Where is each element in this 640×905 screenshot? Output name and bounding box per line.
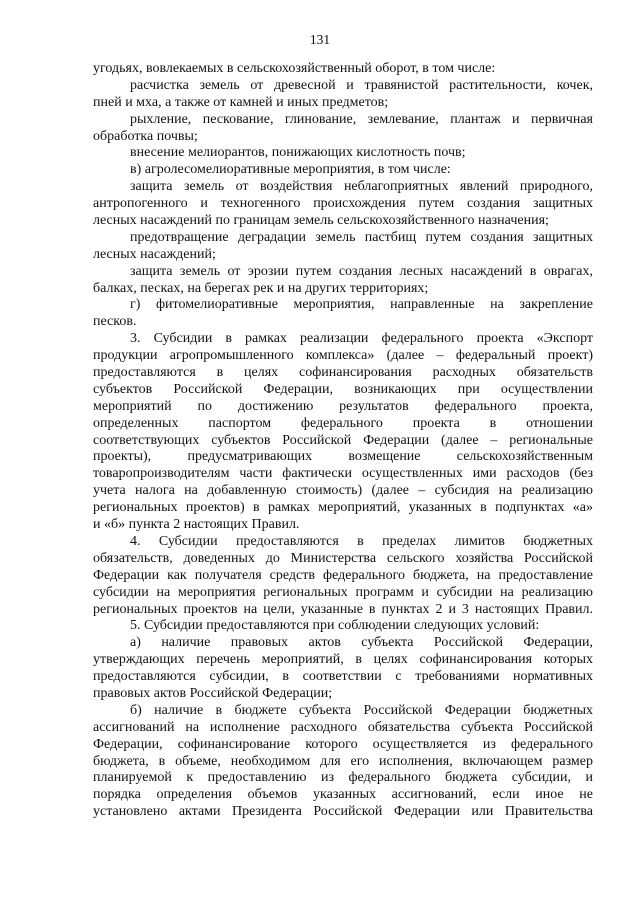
text-line: г) фитомелиоративные мероприятия, направленные на закрепление [130, 297, 593, 313]
text-line: расчистка земель от древесной и травянистой растительности, кочек, [130, 77, 593, 93]
text-line: а) наличие правовых актов субъекта Российской Федерации, [130, 635, 593, 651]
text-line: обязательств, доведенных до Министерства сельского хозяйства Российской [93, 550, 593, 566]
text-line: предоставляются субсидии, в соответствии с требованиями нормативных [93, 669, 593, 685]
text-line: мероприятий по достижению результатов федерального проекта, [93, 398, 593, 414]
text-line: 3. Субсидии в рамках реализации федерального проекта «Экспорт [130, 331, 593, 347]
text-line: песков. [93, 314, 137, 330]
text-line: ассигнований на исполнение расходного обязательства субъекта Российской [93, 719, 593, 735]
text-line: Федерации, софинансирование которого осуществляется из федерального [93, 736, 593, 752]
text-line: и «б» пункта 2 настоящих Правил. [93, 517, 300, 533]
text-line: в) агролесомелиоративные мероприятия, в том числе: [130, 162, 451, 178]
text-line: 4. Субсидии предоставляются в пределах лимитов бюджетных [130, 533, 593, 549]
text-line: обработка почвы; [93, 128, 198, 144]
text-line: балках, песках, на берегах рек и на других территориях; [93, 280, 429, 296]
text-line: порядка определения объемов указанных ассигнований, если иное не [93, 787, 593, 803]
text-line: б) наличие в бюджете субъекта Российской Федерации бюджетных [130, 702, 593, 718]
text-line: внесение мелиорантов, понижающих кислотность почв; [130, 145, 466, 161]
text-line: угодьях, вовлекаемых в сельскохозяйственный оборот, в том числе: [93, 61, 496, 76]
text-line: правовых актов Российской Федерации; [93, 685, 333, 701]
text-line: продукции агропромышленного комплекса» (далее – федеральный проект) [93, 348, 593, 364]
text-line: региональных проектов) в рамках мероприятий, указанных в подпунктах «а» [93, 500, 593, 516]
text-line: установлено актами Президента Российской Федерации или Правительства [93, 804, 593, 820]
text-line: бюджета, в объеме, необходимом для его исполнения, включающем размер [93, 753, 593, 769]
text-line: пней и мха, а также от камней и иных предметов; [93, 94, 389, 110]
text-line: субсидии на мероприятия региональных программ и субсидии на реализацию [93, 584, 593, 600]
text-line: Федерации как получателя средств федерального бюджета, на предоставление [93, 567, 593, 583]
text-line: товаропроизводителям части фактически осуществленных ими расходов (без [93, 466, 593, 482]
text-line: учета налога на добавленную стоимость) (далее – субсидия на реализацию [93, 483, 593, 499]
text-line: лесных насаждений; [93, 246, 216, 262]
text-line: региональных проектов на цели, указанные в пунктах 2 и 3 настоящих Правил. [93, 601, 593, 617]
text-line: предоставляются в целях софинансирования расходных обязательств [93, 365, 593, 381]
text-line: планируемой к предоставлению из федерального бюджета субсидии, и [93, 770, 593, 786]
text-line: антропогенного и техногенного происхождения путем создания защитных [93, 196, 593, 212]
text-line: определенных паспортом федерального проекта в отношении [93, 415, 593, 431]
text-line: субъектов Российской Федерации, возникающих при осуществлении [93, 381, 593, 397]
text-line: утверждающих перечень мероприятий, в целях софинансирования которых [93, 652, 593, 668]
page-number: 131 [309, 32, 331, 47]
document-body [93, 61, 593, 821]
text-line: рыхление, пескование, глинование, землевание, плантаж и первичная [130, 111, 593, 127]
text-line: соответствующих субъектов Российской Федерации (далее – региональные [93, 432, 593, 448]
text-line: защита земель от воздействия неблагоприятных явлений природного, [130, 179, 593, 195]
text-line: проекты), предусматривающих возмещение сельскохозяйственным [93, 449, 593, 465]
text-line: лесных насаждений по границам земель сельскохозяйственного назначения; [93, 213, 549, 229]
text-line: 5. Субсидии предоставляются при соблюдении следующих условий: [130, 618, 540, 634]
text-line: предотвращение деградации земель пастбищ путем создания защитных [130, 229, 593, 245]
text-line: защита земель от эрозии путем создания лесных насаждений в оврагах, [130, 263, 593, 279]
